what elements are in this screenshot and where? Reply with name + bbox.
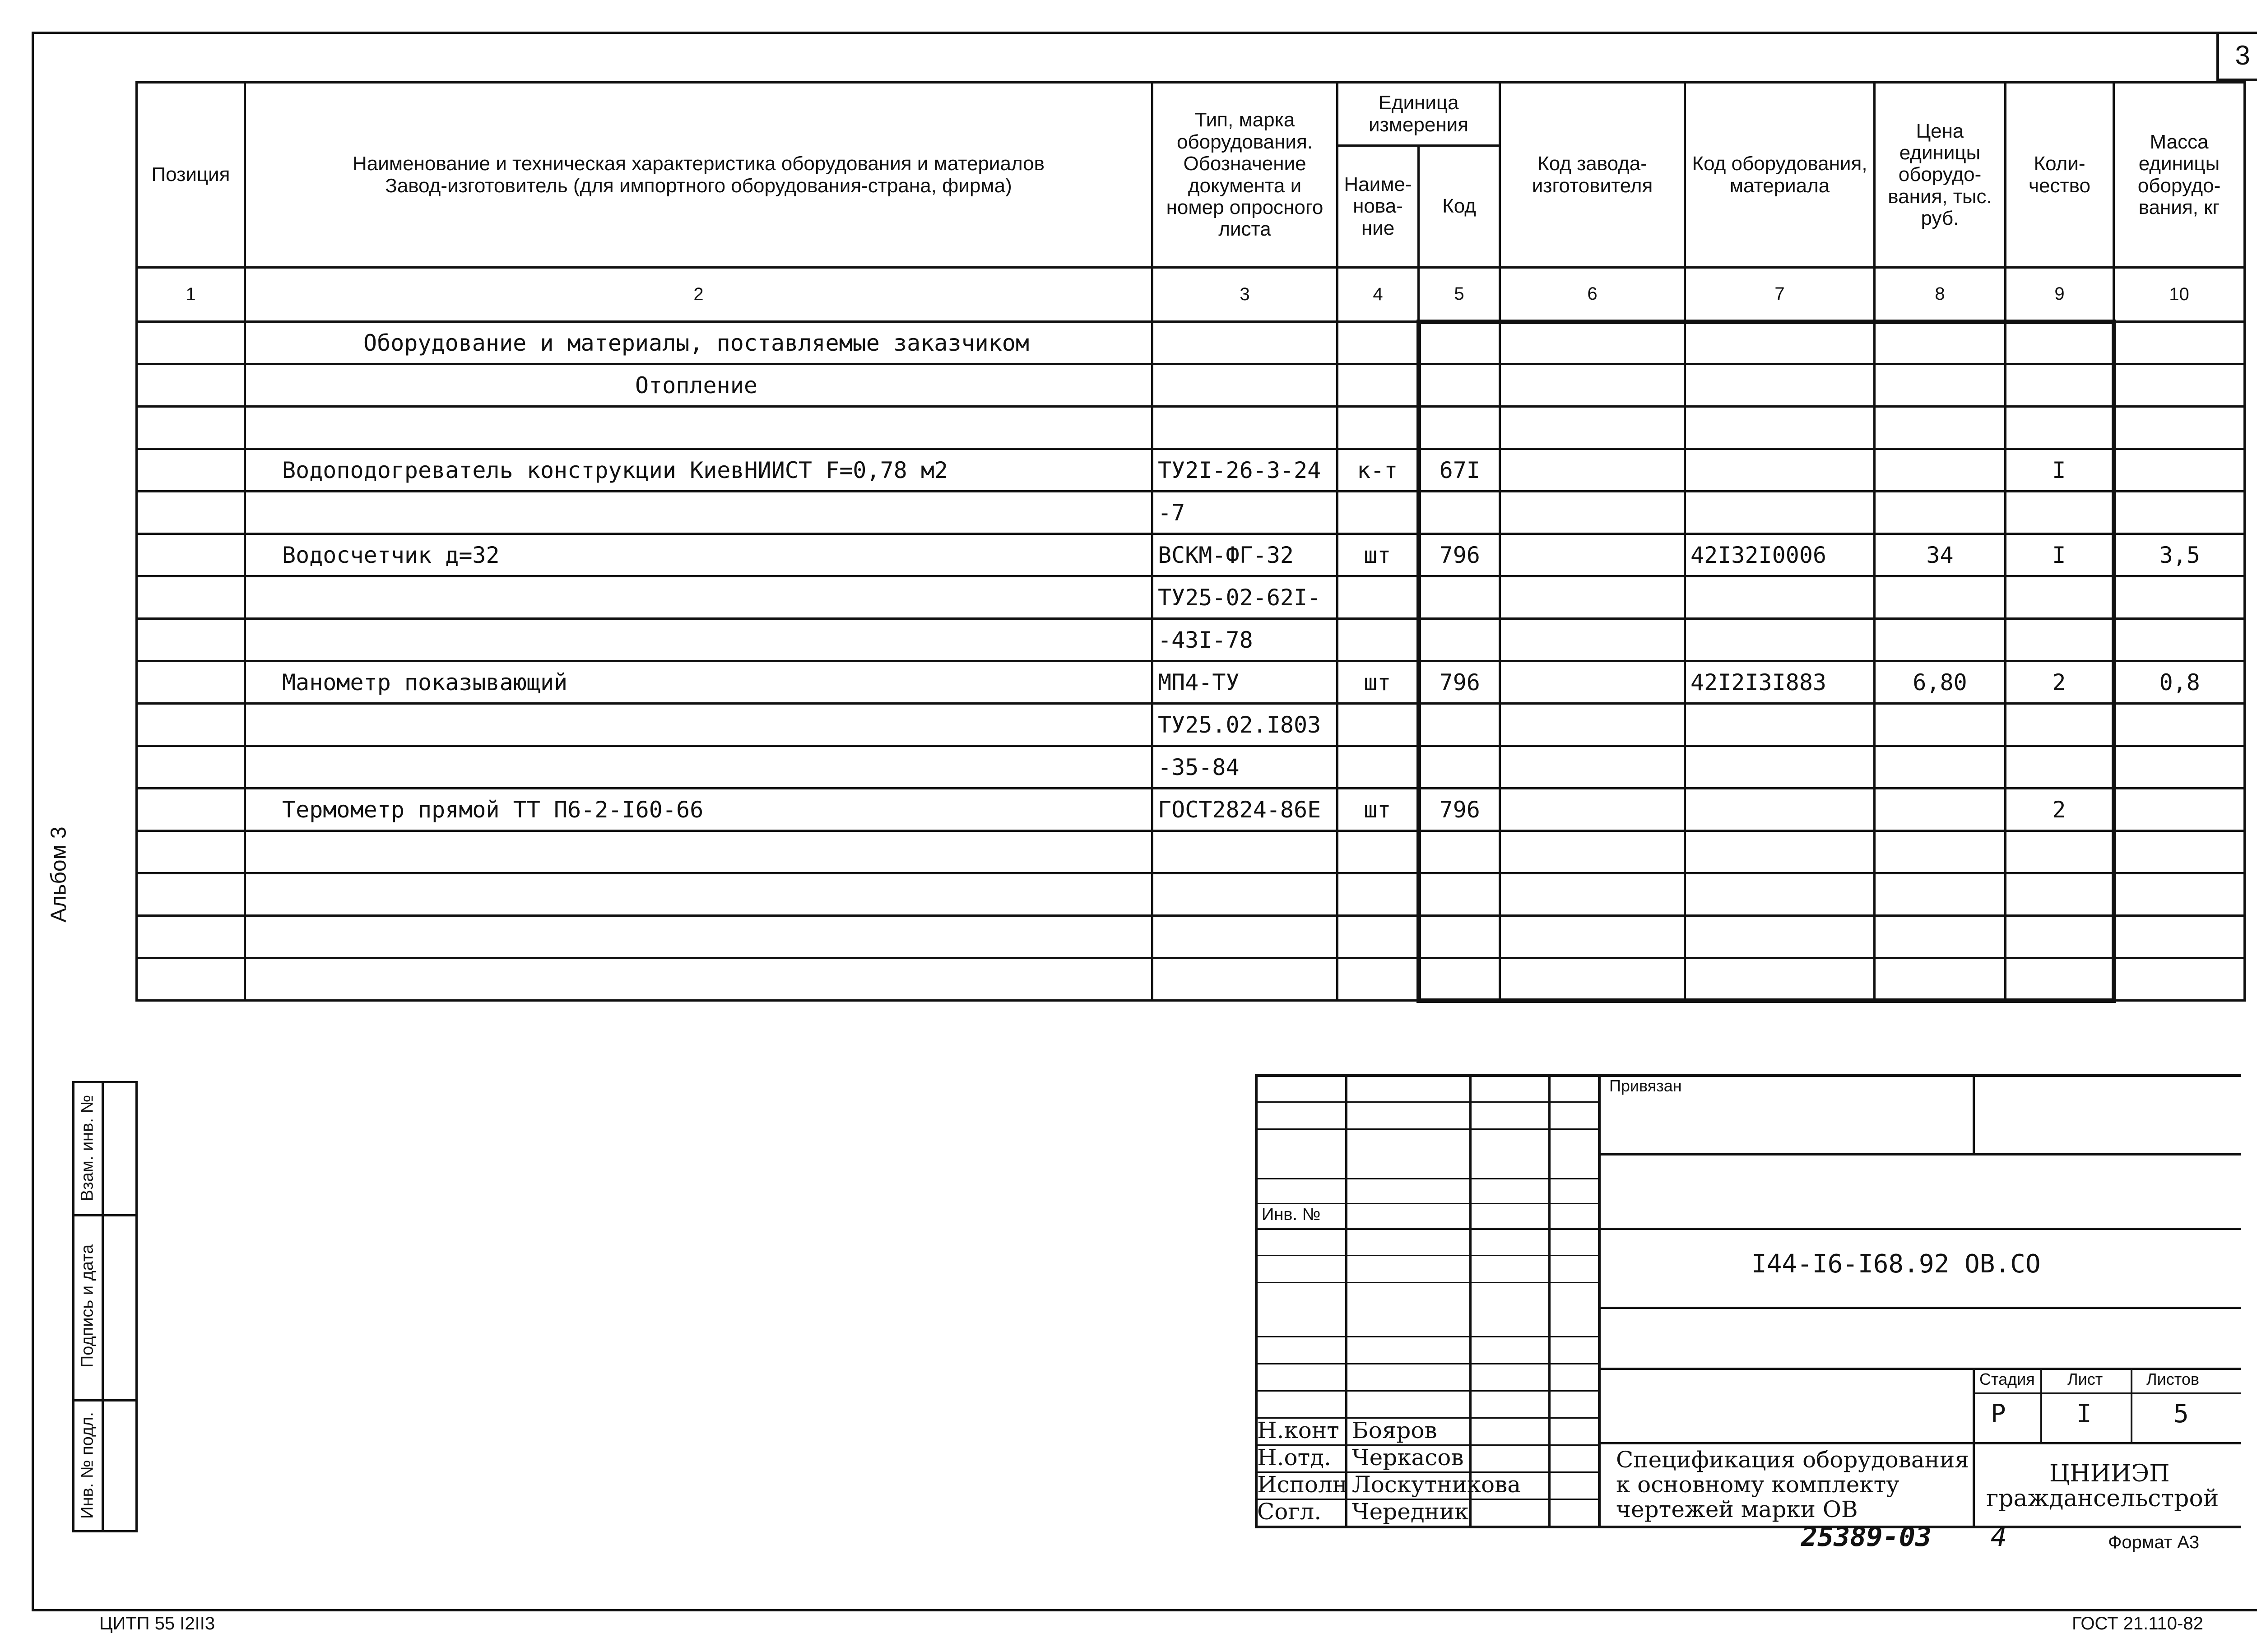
header-unit-group: Единица измерения [1337,83,1500,146]
cell-equip [1685,831,1875,873]
cell-name: Водосчетчик д=32 [245,534,1152,576]
cell-pos [137,831,245,873]
cell-qty [2006,958,2114,1001]
cell-pos [137,661,245,704]
header-mass: Масса единицы оборудо-вания, кг [2114,83,2245,268]
cell-unit [1337,576,1419,619]
cell-price [1875,789,2006,831]
sheet-value: I [2076,1399,2092,1429]
doc-title-line2: к основному комплекту [1616,1471,1899,1498]
cell-qty [2006,873,2114,916]
handwritten-sheet: 4 [1991,1521,2007,1553]
cell-code [1419,407,1500,449]
cell-plant [1500,407,1685,449]
cell-price [1875,958,2006,1001]
cell-plant [1500,492,1685,534]
cell-equip [1685,704,1875,746]
cell-equip [1685,789,1875,831]
cell-unit [1337,873,1419,916]
cell-name: Манометр показывающий [245,661,1152,704]
cell-equip [1685,449,1875,492]
cell-unit [1337,492,1419,534]
cell-mass: 0,8 [2114,661,2245,704]
cell-type [1152,916,1337,958]
cell-type [1152,364,1337,407]
cell-mass [2114,704,2245,746]
cell-plant [1500,831,1685,873]
doc-title-line3: чертежей марки ОВ [1616,1496,1858,1522]
cell-type: ВСКМ-ФГ-32 [1152,534,1337,576]
column-number-row: 1 2 3 4 5 6 7 8 9 10 [137,268,2245,322]
cell-qty [2006,492,2114,534]
cell-mass [2114,746,2245,789]
cell-mass [2114,449,2245,492]
cell-mass [2114,492,2245,534]
cell-plant [1500,789,1685,831]
cell-price [1875,873,2006,916]
table-row [137,364,2245,407]
cell-code [1419,492,1500,534]
header-position: Позиция [137,83,245,268]
stage-label: Стадия [1979,1370,2035,1388]
cell-price [1875,492,2006,534]
cell-pos [137,619,245,661]
table-row [137,704,2245,746]
cell-equip [1685,576,1875,619]
signer-role: Н.конт [1257,1417,1339,1443]
signer-name: Черкасов [1352,1444,1464,1471]
cell-mass [2114,407,2245,449]
cell-code [1419,364,1500,407]
cell-name [245,831,1152,873]
cell-pos [137,704,245,746]
cell-type: ГОСТ2824-86Е [1152,789,1337,831]
cell-type: ТУ2I-26-3-24 [1152,449,1337,492]
cell-type [1152,958,1337,1001]
signer-role: Согл. [1257,1499,1322,1525]
cell-price [1875,322,2006,364]
cell-pos [137,789,245,831]
table-row [137,492,2245,534]
cell-equip: 42I2I3I883 [1685,661,1875,704]
table-row [137,661,2245,704]
cell-equip [1685,619,1875,661]
cell-name [245,746,1152,789]
cell-pos [137,958,245,1001]
side-label-podpis: Подпись и дата [78,1244,97,1368]
cell-code [1419,619,1500,661]
table-row [137,619,2245,661]
format-label: Формат А3 [2108,1532,2200,1552]
cell-equip [1685,746,1875,789]
cell-qty [2006,364,2114,407]
cell-type [1152,873,1337,916]
cell-unit [1337,746,1419,789]
cell-price [1875,407,2006,449]
cell-qty: 2 [2006,789,2114,831]
cell-unit [1337,916,1419,958]
cell-unit [1337,364,1419,407]
cell-code [1419,576,1500,619]
cell-plant [1500,364,1685,407]
cell-equip [1685,916,1875,958]
side-label-vzam: Взам. инв. № [78,1095,97,1202]
cell-type [1152,407,1337,449]
cell-plant [1500,746,1685,789]
cell-type: ТУ25-02-62I- [1152,576,1337,619]
cell-type [1152,322,1337,364]
cell-price [1875,746,2006,789]
cell-type: -43I-78 [1152,619,1337,661]
cell-plant [1500,449,1685,492]
cell-name [245,576,1152,619]
cell-type: -35-84 [1152,746,1337,789]
org-name-line2: граждансельстрой [1986,1485,2219,1512]
cell-equip [1685,873,1875,916]
cell-pos [137,407,245,449]
inv-number-label: Инв. № [1262,1205,1321,1224]
cell-pos [137,576,245,619]
cell-plant [1500,534,1685,576]
cell-type: -7 [1152,492,1337,534]
cell-unit [1337,619,1419,661]
cell-pos [137,449,245,492]
cell-name [245,873,1152,916]
cell-plant [1500,576,1685,619]
left-code: ЦИТП 55 I2II3 [99,1614,215,1633]
cell-plant [1500,873,1685,916]
table-row [137,916,2245,958]
cell-qty [2006,916,2114,958]
cell-qty [2006,576,2114,619]
cell-name: Отопление [245,364,1152,407]
side-label-inv-podl: Инв. № подл. [78,1412,97,1519]
cell-price [1875,449,2006,492]
cell-code [1419,873,1500,916]
table-row [137,576,2245,619]
cell-price [1875,916,2006,958]
sheet-number: 3 [2216,32,2257,81]
cell-mass [2114,322,2245,364]
album-label: Альбом 3 [46,826,71,923]
cell-qty [2006,831,2114,873]
org-name-line1: ЦНИИЭП [2049,1460,2170,1487]
cell-unit [1337,958,1419,1001]
privyazan-label: Привязан [1609,1077,1682,1095]
header-type: Тип, марка оборудования. Обозначение документа и номер опросного листа [1152,83,1337,268]
cell-mass [2114,831,2245,873]
cell-qty [2006,746,2114,789]
cell-name: Водоподогреватель конструкции КиевНИИСТ F=0,78 м2 [245,449,1152,492]
cell-name: Термометр прямой ТТ П6-2-I60-66 [245,789,1152,831]
cell-pos [137,322,245,364]
cell-mass [2114,916,2245,958]
cell-pos [137,364,245,407]
cell-price [1875,576,2006,619]
handwritten-number: 25389-03 [1801,1521,1932,1553]
cell-equip: 42I32I0006 [1685,534,1875,576]
cell-code: 67I [1419,449,1500,492]
cell-pos [137,873,245,916]
cell-qty [2006,407,2114,449]
cell-unit [1337,407,1419,449]
cell-mass [2114,958,2245,1001]
cell-name: Оборудование и материалы, поставляемые заказчиком [245,322,1152,364]
cell-pos [137,534,245,576]
designation-code: I44-I6-I68.92 ОВ.СО [1751,1249,2041,1279]
cell-name [245,619,1152,661]
table-row [137,958,2245,1001]
cell-qty [2006,619,2114,661]
cell-price [1875,704,2006,746]
cell-type: МП4-ТУ [1152,661,1337,704]
cell-type: ТУ25.02.I803 [1152,704,1337,746]
header-name: Наименование и техническая характеристика оборудования и материалов Завод-изготовитель (для импортного оборудования-страна, фирма) [245,83,1152,268]
cell-code [1419,958,1500,1001]
doc-title-line1: Спецификация оборудования [1616,1447,1969,1473]
cell-equip [1685,492,1875,534]
header-plant-code: Код завода-изготовителя [1500,83,1685,268]
cell-equip [1685,958,1875,1001]
cell-type [1152,831,1337,873]
specification-table [135,81,2246,1003]
header-unit-name: Наиме-нова-ние [1337,146,1419,268]
signer-name: Бояров [1352,1417,1437,1443]
cell-price [1875,364,2006,407]
header-quantity: Коли-чество [2006,83,2114,268]
table-row [137,831,2245,873]
cell-qty: I [2006,449,2114,492]
cell-unit [1337,704,1419,746]
cell-unit [1337,831,1419,873]
cell-plant [1500,619,1685,661]
cell-plant [1500,322,1685,364]
cell-code [1419,704,1500,746]
cell-plant [1500,704,1685,746]
cell-plant [1500,661,1685,704]
table-row [137,873,2245,916]
cell-mass [2114,364,2245,407]
cell-name [245,492,1152,534]
cell-code: 796 [1419,661,1500,704]
cell-name [245,407,1152,449]
signer-name: Лоскутникова [1352,1471,1521,1498]
cell-qty [2006,322,2114,364]
cell-code [1419,746,1500,789]
cell-mass [2114,873,2245,916]
cell-code: 796 [1419,789,1500,831]
table-row [137,407,2245,449]
cell-mass [2114,789,2245,831]
table-row [137,789,2245,831]
cell-unit: шт [1337,661,1419,704]
signer-name: Чередник [1352,1499,1469,1525]
table-row [137,534,2245,576]
sheets-value: 5 [2173,1399,2189,1429]
cell-code [1419,322,1500,364]
cell-qty: 2 [2006,661,2114,704]
cell-name [245,916,1152,958]
cell-price: 34 [1875,534,2006,576]
signer-role: Исполн [1257,1471,1348,1498]
cell-pos [137,916,245,958]
cell-equip [1685,364,1875,407]
cell-mass [2114,576,2245,619]
header-equipment-code: Код оборудования, материала [1685,83,1875,268]
cell-price [1875,831,2006,873]
cell-qty [2006,704,2114,746]
header-unit-code: Код [1419,146,1500,268]
cell-price [1875,619,2006,661]
cell-unit: шт [1337,789,1419,831]
header-price: Цена единицы оборудо-вания, тыс. руб. [1875,83,2006,268]
cell-plant [1500,916,1685,958]
stage-value: Р [1991,1399,2006,1429]
cell-mass [2114,619,2245,661]
cell-equip [1685,407,1875,449]
cell-code: 796 [1419,534,1500,576]
cell-name [245,704,1152,746]
cell-pos [137,492,245,534]
cell-equip [1685,322,1875,364]
cell-unit: к-т [1337,449,1419,492]
cell-code [1419,916,1500,958]
table-row [137,746,2245,789]
cell-name [245,958,1152,1001]
table-row [137,449,2245,492]
cell-unit: шт [1337,534,1419,576]
cell-mass: 3,5 [2114,534,2245,576]
cell-price: 6,80 [1875,661,2006,704]
cell-qty: I [2006,534,2114,576]
sheet-label: Лист [2067,1370,2103,1388]
cell-unit [1337,322,1419,364]
cell-pos [137,746,245,789]
signer-role: Н.отд. [1257,1444,1331,1471]
gost-label: ГОСТ 21.110-82 [2072,1614,2203,1633]
cell-code [1419,831,1500,873]
cell-plant [1500,958,1685,1001]
sheets-label: Листов [2146,1370,2199,1388]
table-row [137,322,2245,364]
